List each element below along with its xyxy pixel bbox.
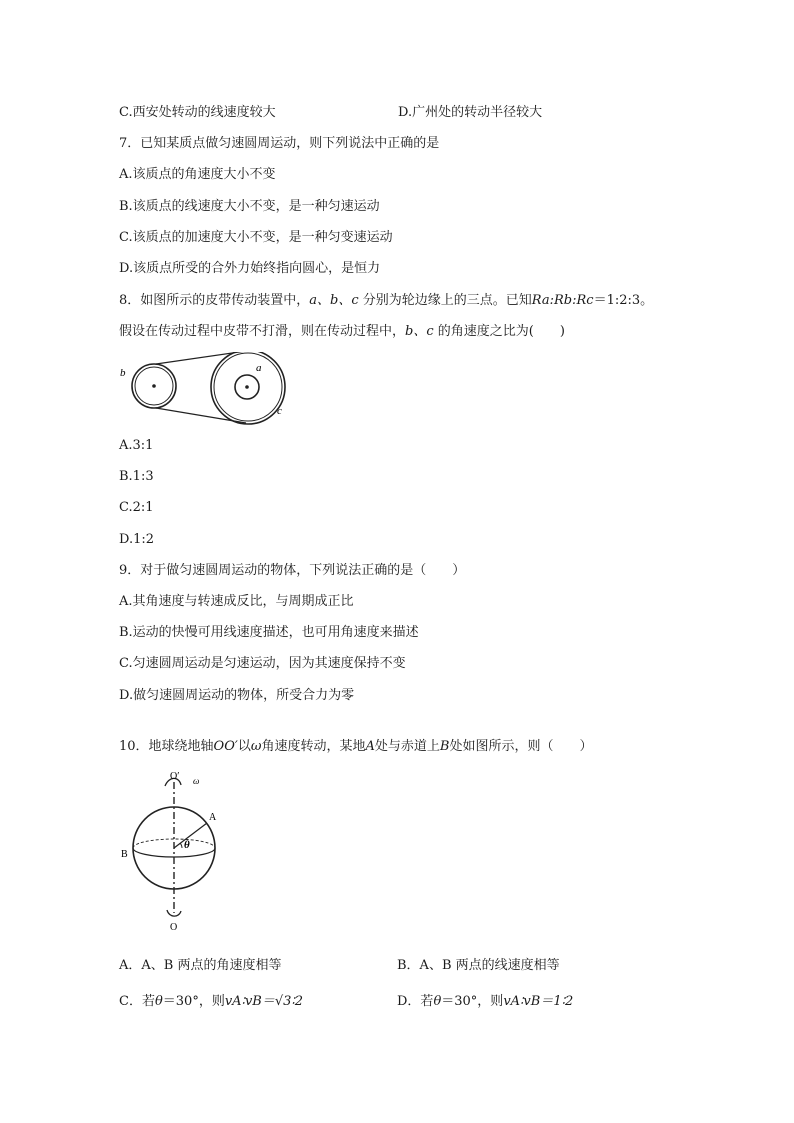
q8-stem-lead: 8．如图所示的皮带传动装置中， — [119, 293, 310, 308]
q10-stem-d: 处与赤道上 — [374, 739, 440, 754]
q7-stem: 7．已知某质点做匀速圆周运动，则下列说法中正确的是 — [119, 136, 440, 151]
q9-stem: 9．对于做匀速圆周运动的物体，下列说法正确的是（ ） — [119, 563, 466, 578]
belt-lower — [156, 408, 246, 423]
q10-opt-c-prefix: C．若 — [119, 994, 155, 1009]
q10-option-d — [397, 994, 573, 1010]
q10-stem-c: 角速度转动，某地 — [261, 739, 366, 754]
q8-stem-end: ＝1:2:3。 — [593, 293, 654, 308]
q10-stem-a: 10．地球绕地轴 — [119, 739, 214, 754]
q10-option-c — [119, 994, 303, 1010]
q10-option-b: B．A、B 两点的线速度相等 — [397, 958, 560, 973]
q8-radius-ratio: Ra:Rb:Rc — [531, 293, 594, 308]
earth-rotation-diagram — [115, 768, 230, 938]
q10-point-b: B — [439, 739, 450, 754]
q10-opt-d-prefix: D．若 — [397, 994, 434, 1009]
rotation-arrow-bottom — [167, 910, 181, 916]
q10-opt-c-cond: ＝30°，则 — [162, 994, 225, 1009]
label-b: b — [120, 367, 126, 379]
belt-drive-diagram — [115, 352, 290, 432]
q8-option-d: D.1:2 — [119, 532, 155, 547]
q7-option-b: B.该质点的线速度大小不变，是一种匀速运动 — [119, 199, 380, 214]
q7-option-d: D.该质点所受的合外力始终指向圆心，是恒力 — [119, 261, 381, 276]
label-b: B — [121, 849, 128, 860]
radius-to-a — [174, 823, 207, 848]
q10-option-a: A．A、B 两点的角速度相等 — [119, 958, 282, 973]
q10-opt-d-theta: θ — [433, 994, 442, 1009]
label-omega: ω — [193, 776, 200, 786]
q7-option-c: C.该质点的加速度大小不变，是一种匀变速运动 — [119, 230, 393, 245]
q8-option-a: A.3:1 — [119, 438, 154, 453]
label-o: O — [170, 922, 178, 933]
q8-option-b: B.1:3 — [119, 469, 154, 484]
q10-axis: OO′ — [213, 739, 238, 754]
q10-opt-d-value: vA∶vB＝1∶2 — [503, 994, 574, 1009]
q9-option-c: C.匀速圆周运动是匀速运动，因为其速度保持不变 — [119, 656, 406, 671]
label-o-prime: O′ — [170, 771, 180, 782]
label-theta: θ — [184, 839, 190, 851]
small-wheel-center — [152, 384, 156, 388]
q10-stem-e: 处如图所示，则（ ） — [449, 739, 593, 754]
label-a: A — [209, 812, 217, 823]
large-wheel-center — [245, 385, 249, 389]
q8-option-c: C.2:1 — [119, 500, 154, 515]
q10-opt-d-cond: ＝30°，则 — [441, 994, 504, 1009]
q6-option-d: D.广州处的转动半径较大 — [398, 105, 543, 120]
q10-opt-c-value: vA∶vB＝√3∶2 — [224, 994, 304, 1009]
q10-stem — [119, 739, 592, 755]
q10-opt-c-theta: θ — [154, 994, 163, 1009]
q6-option-c: C.西安处转动的线速度较大 — [119, 105, 276, 120]
q10-stem-b: 以 — [237, 739, 251, 754]
q8-stem-line-1 — [119, 293, 653, 309]
theta-arc — [180, 843, 182, 848]
q8-stem2-end: 的角速度之比为( ) — [433, 324, 565, 339]
q7-option-a: A.该质点的角速度大小不变 — [119, 167, 276, 182]
q8-stem-mid: 分别为轮边缘上的三点。已知 — [358, 293, 532, 308]
label-c: c — [277, 405, 282, 417]
q10-point-a: A — [365, 739, 375, 754]
q9-option-a: A.其角速度与转速成反比，与周期成正比 — [119, 594, 354, 609]
label-a: a — [256, 362, 262, 374]
q10-omega: ω — [250, 739, 262, 754]
q8-stem-line-2 — [119, 324, 565, 340]
q9-option-b: B.运动的快慢可用线速度描述，也可用角速度来描述 — [119, 625, 419, 640]
q8-stem2-lead: 假设在传动过程中皮带不打滑，则在传动过程中， — [119, 324, 406, 339]
q8-stem2-vars: b、c — [405, 324, 434, 339]
q8-stem-vars: a、b、c — [309, 293, 359, 308]
q9-option-d: D.做匀速圆周运动的物体，所受合力为零 — [119, 688, 355, 703]
